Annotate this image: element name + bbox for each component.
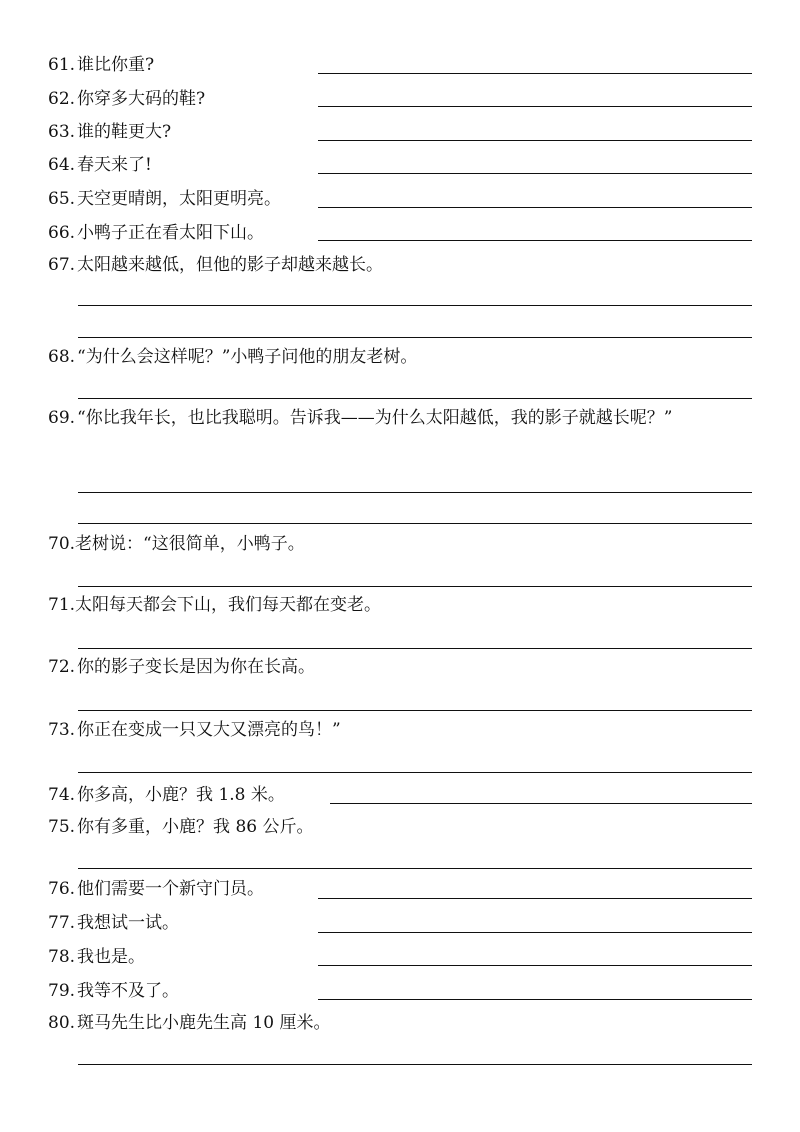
question-79 bbox=[48, 980, 179, 1002]
answer-line-64[interactable] bbox=[318, 173, 752, 174]
question-number: 63. bbox=[48, 122, 76, 142]
question-text: 我也是。 bbox=[77, 947, 146, 967]
question-65 bbox=[48, 188, 281, 210]
question-72 bbox=[48, 656, 315, 678]
question-text: 你的影子变长是因为你在长高。 bbox=[77, 657, 316, 677]
question-70 bbox=[48, 533, 305, 555]
question-text: 你有多重，小鹿？我 86 公斤。 bbox=[77, 817, 314, 837]
question-text: 老树说：“这很简单，小鸭子。 bbox=[75, 534, 305, 554]
answer-line-78[interactable] bbox=[318, 965, 752, 966]
question-number: 61. bbox=[48, 55, 76, 75]
question-number: 74. bbox=[48, 785, 76, 805]
answer-line-63[interactable] bbox=[318, 140, 752, 141]
question-text: 太阳越来越低，但他的影子却越来越长。 bbox=[77, 255, 384, 275]
answer-line-79[interactable] bbox=[318, 999, 752, 1000]
question-number: 70. bbox=[48, 534, 76, 554]
answer-line-69a[interactable] bbox=[78, 492, 752, 493]
question-75 bbox=[48, 816, 314, 838]
question-text: 太阳每天都会下山，我们每天都在变老。 bbox=[75, 595, 382, 615]
question-71 bbox=[48, 594, 381, 616]
question-text: 他们需要一个新守门员。 bbox=[77, 879, 265, 899]
question-text: 斑马先生比小鹿先生高 10 厘米。 bbox=[77, 1013, 331, 1033]
question-number: 77. bbox=[48, 913, 76, 933]
question-76 bbox=[48, 878, 264, 900]
answer-line-66[interactable] bbox=[318, 240, 752, 241]
question-text: 谁比你重? bbox=[77, 55, 155, 75]
question-73 bbox=[48, 719, 341, 741]
question-64 bbox=[48, 154, 152, 176]
question-number: 78. bbox=[48, 947, 76, 967]
question-number: 69. bbox=[48, 408, 76, 428]
question-number: 64. bbox=[48, 155, 76, 175]
question-number: 66. bbox=[48, 223, 76, 243]
question-66 bbox=[48, 222, 264, 244]
answer-line-67b[interactable] bbox=[78, 337, 752, 338]
question-number: 80. bbox=[48, 1013, 76, 1033]
question-text: 你穿多大码的鞋? bbox=[77, 89, 206, 109]
question-text: 我等不及了。 bbox=[77, 981, 180, 1001]
answer-line-68[interactable] bbox=[78, 398, 752, 399]
question-text: 你多高，小鹿？我 1.8 米。 bbox=[77, 785, 285, 805]
question-number: 67. bbox=[48, 255, 76, 275]
answer-line-62[interactable] bbox=[318, 106, 752, 107]
answer-line-74[interactable] bbox=[330, 803, 752, 804]
answer-line-65[interactable] bbox=[318, 207, 752, 208]
question-62 bbox=[48, 88, 205, 110]
answer-line-71[interactable] bbox=[78, 648, 752, 649]
question-text: 谁的鞋更大? bbox=[77, 122, 172, 142]
question-number: 62. bbox=[48, 89, 76, 109]
question-77 bbox=[48, 912, 179, 934]
answer-line-77[interactable] bbox=[318, 932, 752, 933]
question-61 bbox=[48, 54, 154, 76]
question-number: 73. bbox=[48, 720, 76, 740]
question-number: 76. bbox=[48, 879, 76, 899]
question-text: “为什么会这样呢？”小鸭子问他的朋友老树。 bbox=[77, 347, 418, 367]
question-68 bbox=[48, 346, 417, 368]
answer-line-69b[interactable] bbox=[78, 523, 752, 524]
question-number: 72. bbox=[48, 657, 76, 677]
question-number: 79. bbox=[48, 981, 76, 1001]
question-text: 春天来了! bbox=[77, 155, 152, 175]
question-number: 65. bbox=[48, 189, 76, 209]
answer-line-75[interactable] bbox=[78, 868, 752, 869]
question-text: “你比我年长，也比我聪明。告诉我——为什么太阳越低，我的影子就越长呢？” bbox=[77, 408, 673, 428]
question-text: 你正在变成一只又大又漂亮的鸟！” bbox=[77, 720, 341, 740]
answer-line-61[interactable] bbox=[318, 73, 752, 74]
question-67 bbox=[48, 254, 383, 276]
question-80 bbox=[48, 1012, 331, 1034]
question-text: 小鸭子正在看太阳下山。 bbox=[77, 223, 265, 243]
question-text: 天空更晴朗，太阳更明亮。 bbox=[77, 189, 282, 209]
answer-line-76[interactable] bbox=[318, 898, 752, 899]
question-63 bbox=[48, 121, 171, 143]
question-number: 75. bbox=[48, 817, 76, 837]
answer-line-70[interactable] bbox=[78, 586, 752, 587]
question-number: 71. bbox=[48, 595, 76, 615]
answer-line-67a[interactable] bbox=[78, 305, 752, 306]
question-69 bbox=[48, 402, 754, 434]
question-74 bbox=[48, 784, 285, 806]
question-number: 68. bbox=[48, 347, 76, 367]
answer-line-73[interactable] bbox=[78, 772, 752, 773]
answer-line-72[interactable] bbox=[78, 710, 752, 711]
question-78 bbox=[48, 946, 145, 968]
answer-line-80[interactable] bbox=[78, 1064, 752, 1065]
question-text: 我想试一试。 bbox=[77, 913, 180, 933]
